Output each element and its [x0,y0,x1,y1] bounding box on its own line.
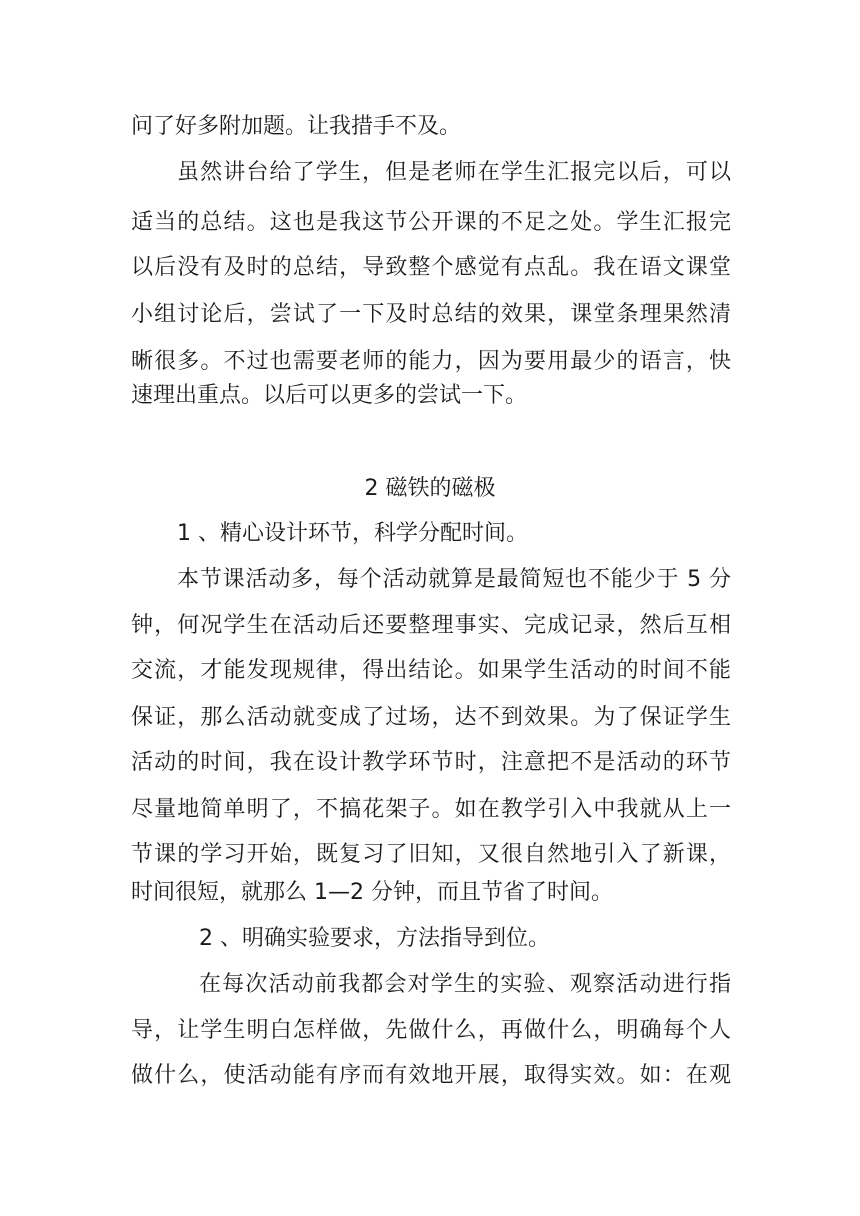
paragraph-line: 晰很多。不过也需要老师的能力，因为要用最少的语言，快 [131,349,731,374]
paragraph-line: 速理出重点。以后可以更多的尝试一下。 [131,383,528,408]
paragraph-line: 小组讨论后，尝试了一下及时总结的效果，课堂条理果然清 [131,302,731,327]
paragraph-line: 问了好多附加题。让我措手不及。 [131,114,462,139]
paragraph-line: 导，让学生明白怎样做，先做什么，再做什么，明确每个人 [131,1018,731,1043]
paragraph-line: 保证，那么活动就变成了过场，达不到效果。为了保证学生 [131,705,731,730]
subheading-line: 2 、明确实验要求，方法指导到位。 [199,926,550,951]
paragraph-line: 做什么，使活动能有序而有效地开展，取得实效。如：在观 [131,1063,731,1088]
paragraph-line: 在每次活动前我都会对学生的实验、观察活动进行指 [199,972,731,997]
paragraph-line: 交流，才能发现规律，得出结论。如果学生活动的时间不能 [131,658,731,683]
paragraph-line: 活动的时间，我在设计教学环节时，注意把不是活动的环节 [131,750,731,775]
paragraph-line: 尽量地简单明了，不搞花架子。如在教学引入中我就从上一 [131,797,731,822]
paragraph-line: 虽然讲台给了学生，但是老师在学生汇报完以后，可以 [177,160,731,185]
paragraph-line: 钟，何况学生在活动后还要整理事实、完成记录，然后互相 [131,613,731,638]
paragraph-line: 时间很短，就那么 1—2 分钟，而且节省了时间。 [131,880,613,905]
section-heading: 2 磁铁的磁极 [364,476,496,501]
subheading-line: 1 、精心设计环节，科学分配时间。 [177,521,528,546]
paragraph-line: 节课的学习开始，既复习了旧知，又很自然地引入了新课， [131,842,731,867]
paragraph-line: 以后没有及时的总结，导致整个感觉有点乱。我在语文课堂 [131,255,731,280]
paragraph-line: 本节课活动多，每个活动就算是最简短也不能少于 5 分 [177,567,731,592]
paragraph-line: 适当的总结。这也是我这节公开课的不足之处。学生汇报完 [131,210,731,235]
